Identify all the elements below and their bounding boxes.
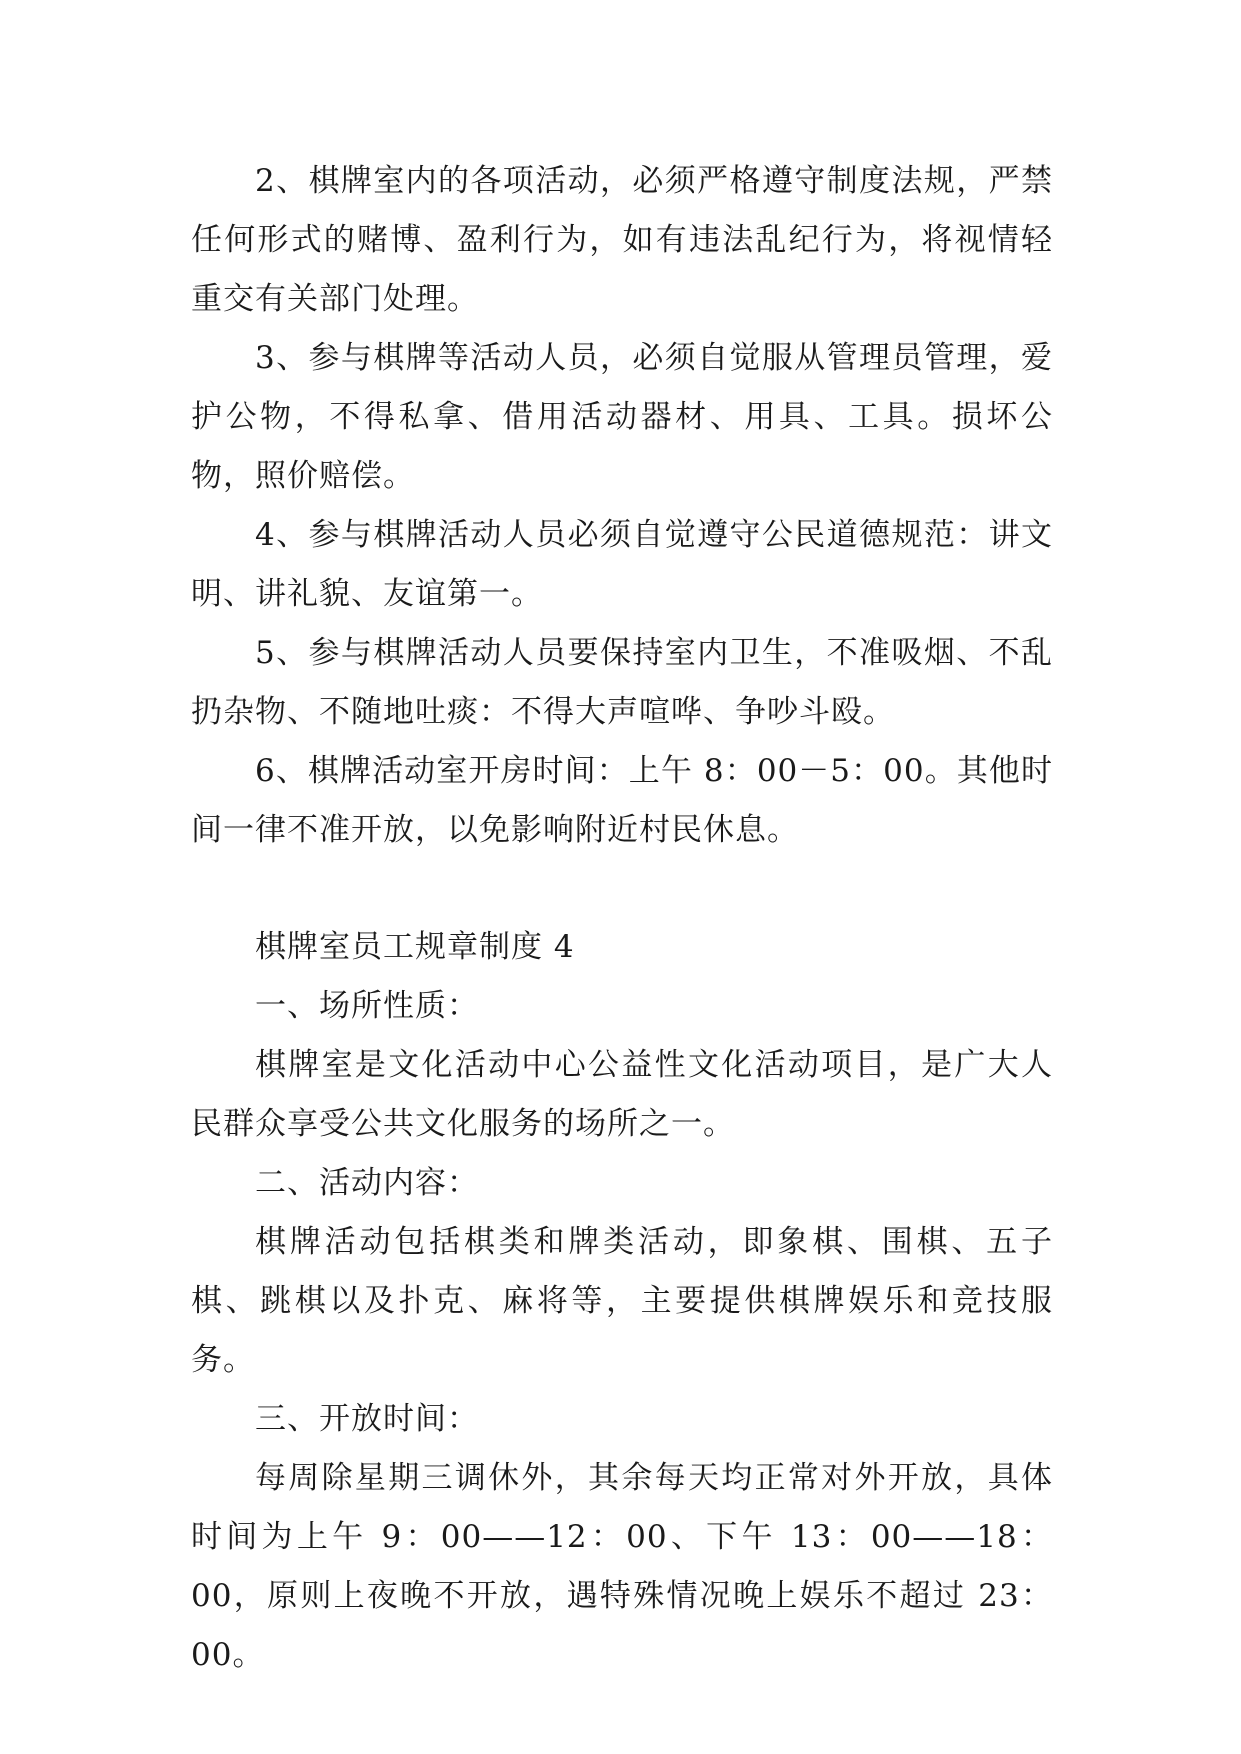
- heading-opening-hours: 三、开放时间：: [255, 1401, 479, 1437]
- section-title: 棋牌室员工规章制度 4: [255, 929, 575, 965]
- section-spacer: [191, 860, 1053, 918]
- paragraph-venue-nature: 棋牌室是文化活动中心公益性文化活动项目，是广大人民群众享受公共文化服务的场所之一。: [191, 1047, 1053, 1142]
- rule-item-2: 2、棋牌室内的各项活动，必须严格遵守制度法规，严禁任何形式的赌博、盈利行为，如有违法乱纪行为，将视情轻重交有关部门处理。: [191, 163, 1053, 317]
- rule-item-3: 3、参与棋牌等活动人员，必须自觉服从管理员管理，爱护公物，不得私拿、借用活动器材、用具、工具。损坏公物，照价赔偿。: [191, 340, 1053, 494]
- rule-item-4: 4、参与棋牌活动人员必须自觉遵守公民道德规范：讲文明、讲礼貌、友谊第一。: [191, 517, 1053, 612]
- rule-item-5: 5、参与棋牌活动人员要保持室内卫生，不准吸烟、不乱扔杂物、不随地吐痰：不得大声喧哗、争吵斗殴。: [191, 635, 1053, 730]
- heading-venue-nature: 一、场所性质：: [255, 988, 479, 1024]
- rule-item-6: 6、棋牌活动室开房时间：上午 8：00－5：00。其他时间一律不准开放，以免影响附近村民休息。: [191, 753, 1053, 848]
- document-body: [191, 152, 1053, 1685]
- heading-activities: 二、活动内容：: [255, 1165, 479, 1201]
- paragraph-activities: 棋牌活动包括棋类和牌类活动，即象棋、围棋、五子棋、跳棋以及扑克、麻将等，主要提供棋牌娱乐和竞技服务。: [191, 1224, 1053, 1378]
- paragraph-opening-hours: 每周除星期三调休外，其余每天均正常对外开放，具体时间为上午 9：00——12：00、下午 13：00——18：00，原则上夜晚不开放，遇特殊情况晚上娱乐不超过 23：00。: [191, 1460, 1053, 1673]
